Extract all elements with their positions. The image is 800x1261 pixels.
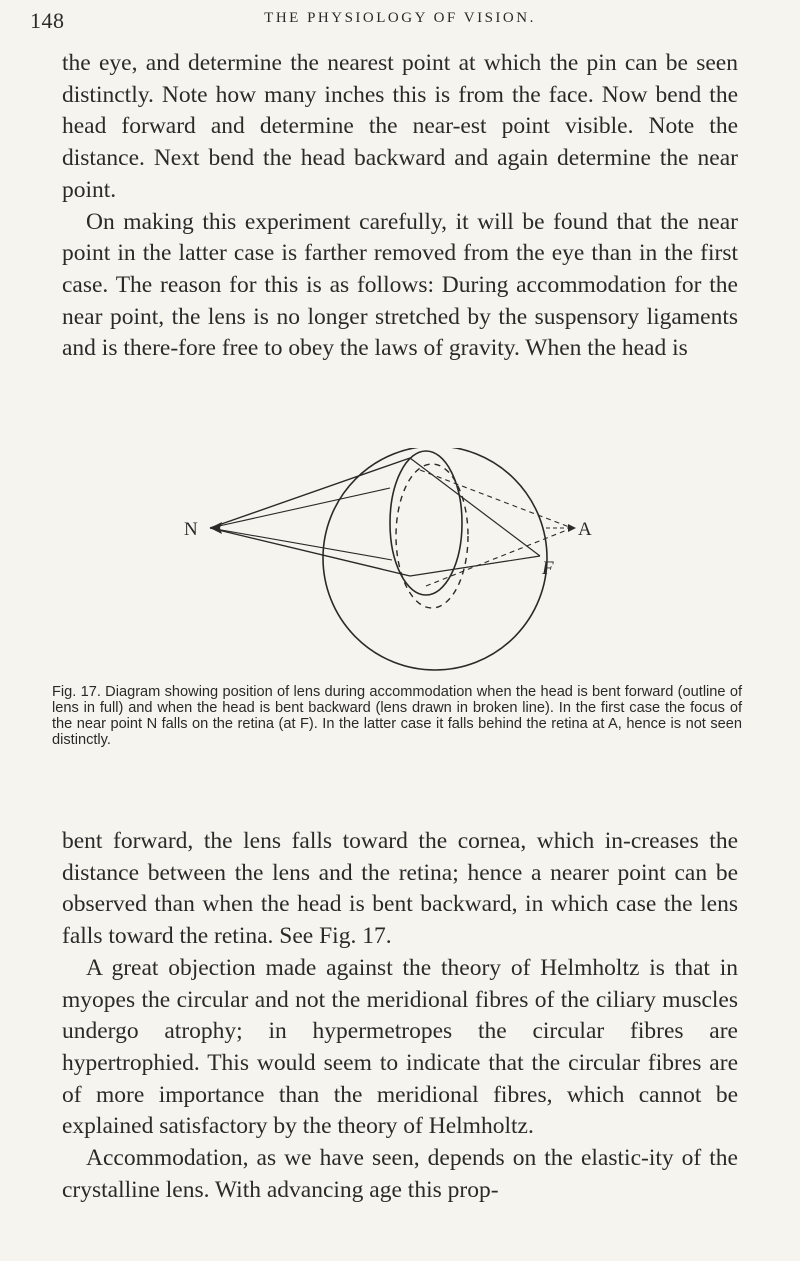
figure-caption [52, 684, 742, 748]
page-number: 148 [30, 8, 65, 33]
body-text-bottom [62, 826, 738, 1206]
ray-inner-upper [210, 488, 390, 528]
paragraph: Accommodation, as we have seen, depends on the elastic-ity of the crystalline lens. With advancing age this prop- [62, 1145, 738, 1203]
label-n: N [184, 519, 198, 540]
ray-refracted-lower [410, 556, 540, 576]
paragraph: the eye, and determine the nearest point at which the pin can be seen distinctly. Note how many inches this is from the face. Now bend the head forward and determine the near-est point visible. Note the distance. Next bend the head backward and again determine the near point. [62, 50, 738, 203]
arrow-a-icon [568, 524, 576, 532]
figure-17-diagram [180, 448, 720, 678]
label-f: F [542, 558, 554, 579]
ray-inner-lower [210, 528, 392, 560]
ray-refracted-upper [410, 458, 540, 556]
page-header [30, 8, 770, 38]
paragraph: A great objection made against the theory of Helmholtz is that in myopes the circular and not the meridional fibres of the ciliary muscles undergo atrophy; in hypermetropes the circular fibres are hypertrophied. This would seem to indicate that the circular fibres are of more importance than the meridional fibres, which cannot be explained satisfactory by the theory of Helmholtz. [62, 954, 738, 1140]
paragraph: On making this experiment carefully, it will be found that the near point in the latter case is farther removed from the eye than in the first case. The reason for this is as follows: During accommodation for the near point, the lens is no longer stretched by the suspensory ligaments and is there-fore free to obey the laws of gravity. When the head is [62, 208, 738, 362]
body-text-top [62, 48, 738, 365]
eyeball-outline [323, 448, 547, 670]
running-head: THE PHYSIOLOGY OF VISION. [264, 10, 536, 26]
label-a: A [578, 519, 592, 540]
paragraph: bent forward, the lens falls toward the cornea, which in-creases the distance between the lens and the retina; hence a nearer point can be observed than when the head is bent backward, in which case the lens falls toward the retina. See Fig. 17. [62, 828, 738, 950]
caption-text: Fig. 17. Diagram showing position of lens during accommodation when the head is bent forward (outline of lens in full) and when the head is bent backward (lens drawn in broken line). In the first case the focus of the near point N falls on the retina (at F). In the latter case it falls behind the retina at A, hence is not seen distinctly. [52, 684, 742, 748]
eye-lens-diagram [180, 448, 720, 678]
ray-upper [210, 458, 410, 528]
arrow-n-icon [210, 522, 222, 534]
ray-lower [210, 528, 410, 576]
ray-broken-upper [420, 470, 572, 528]
